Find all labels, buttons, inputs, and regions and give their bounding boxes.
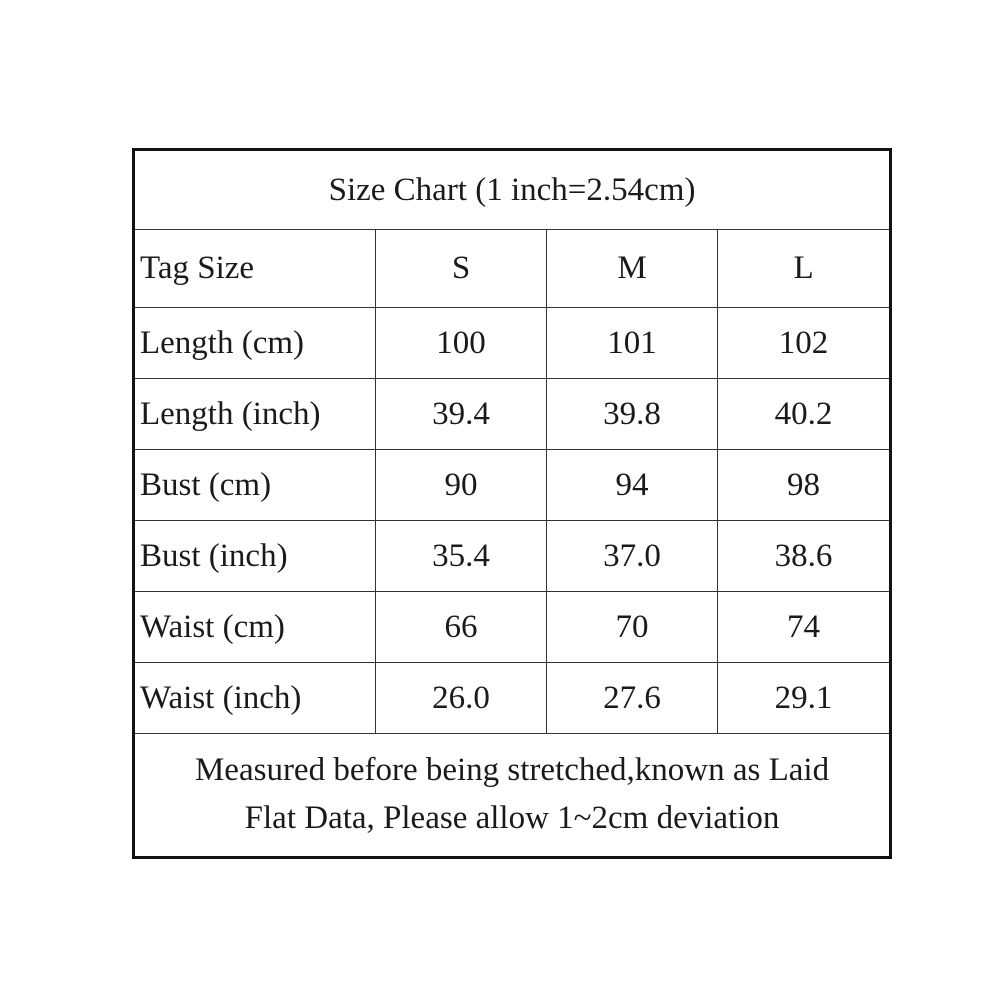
table-row-bust-cm <box>134 450 891 521</box>
cell-s: 26.0 <box>376 663 547 734</box>
table-row-waist-cm <box>134 592 891 663</box>
cell-m: 94 <box>547 450 718 521</box>
chart-title: Size Chart (1 inch=2.54cm) <box>134 150 891 230</box>
table-row-bust-inch <box>134 521 891 592</box>
row-label: Length (inch) <box>134 379 376 450</box>
measurement-note <box>134 734 891 858</box>
size-m-header: M <box>547 230 718 308</box>
cell-s: 66 <box>376 592 547 663</box>
cell-m: 27.6 <box>547 663 718 734</box>
cell-l: 98 <box>718 450 891 521</box>
title-row <box>134 150 891 230</box>
cell-s: 100 <box>376 308 547 379</box>
size-chart-table <box>132 148 892 859</box>
note-row <box>134 734 891 858</box>
cell-l: 38.6 <box>718 521 891 592</box>
header-label: Tag Size <box>134 230 376 308</box>
table-row-length-cm <box>134 308 891 379</box>
row-label: Waist (cm) <box>134 592 376 663</box>
cell-m: 70 <box>547 592 718 663</box>
cell-l: 102 <box>718 308 891 379</box>
row-label: Bust (cm) <box>134 450 376 521</box>
size-l-header: L <box>718 230 891 308</box>
cell-l: 74 <box>718 592 891 663</box>
row-label: Waist (inch) <box>134 663 376 734</box>
size-s-header: S <box>376 230 547 308</box>
table-row-waist-inch <box>134 663 891 734</box>
note-line-1: Measured before being stretched,known as Laid <box>194 752 830 789</box>
cell-m: 101 <box>547 308 718 379</box>
row-label: Length (cm) <box>134 308 376 379</box>
cell-l: 40.2 <box>718 379 891 450</box>
cell-m: 37.0 <box>547 521 718 592</box>
cell-m: 39.8 <box>547 379 718 450</box>
cell-s: 39.4 <box>376 379 547 450</box>
table-row-length-inch <box>134 379 891 450</box>
header-row <box>134 230 891 308</box>
cell-s: 90 <box>376 450 547 521</box>
row-label: Bust (inch) <box>134 521 376 592</box>
note-line-2: Flat Data, Please allow 1~2cm deviation <box>244 800 780 836</box>
cell-s: 35.4 <box>376 521 547 592</box>
cell-l: 29.1 <box>718 663 891 734</box>
